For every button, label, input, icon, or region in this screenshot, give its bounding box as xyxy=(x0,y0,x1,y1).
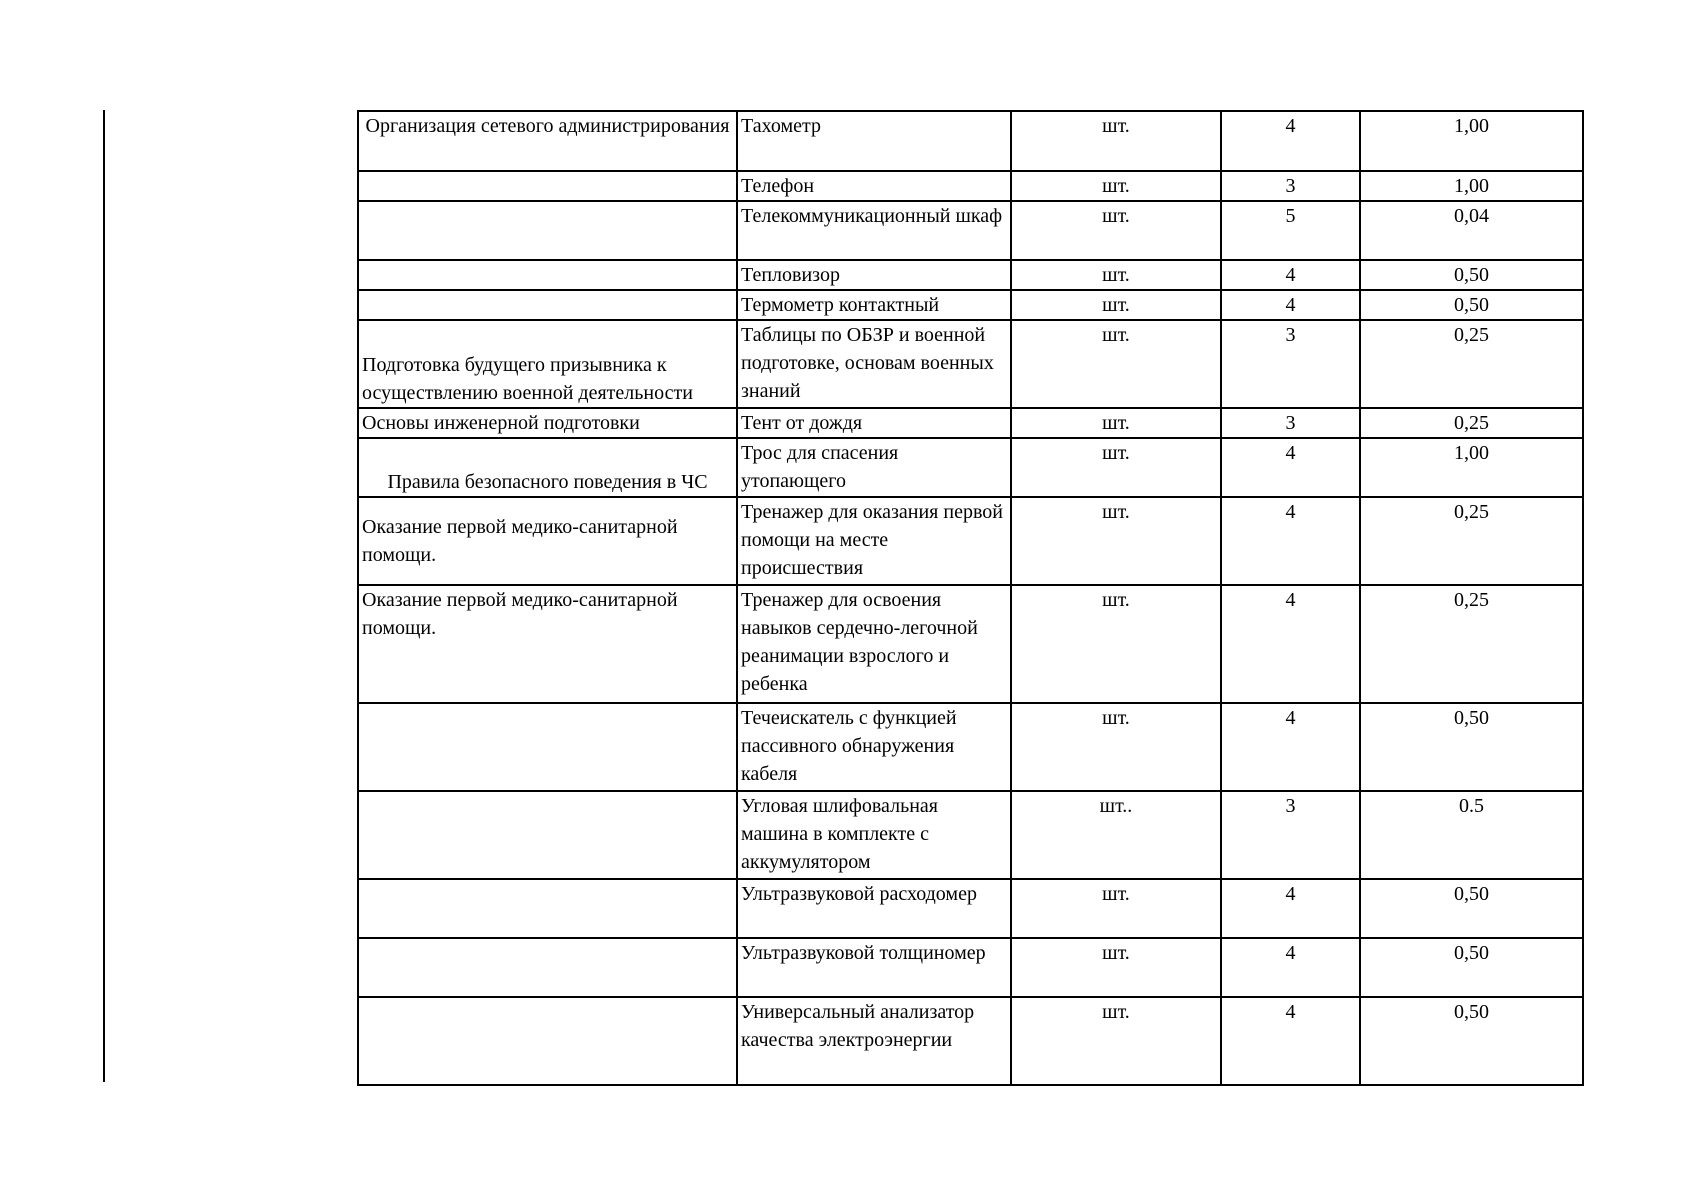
discipline-cell: Оказание первой медико-санитарной помощи. xyxy=(358,585,737,703)
norm-cell: 0,50 xyxy=(1360,703,1583,791)
norm-cell: 0,50 xyxy=(1360,260,1583,290)
unit-cell: шт. xyxy=(1011,438,1221,497)
unit-cell: шт. xyxy=(1011,320,1221,408)
page-margin-line xyxy=(103,110,105,1082)
quantity-cell: 4 xyxy=(1221,585,1360,703)
discipline-cell: Оказание первой медико-санитарной помощи. xyxy=(358,497,737,585)
unit-cell: шт. xyxy=(1011,290,1221,320)
discipline-cell xyxy=(358,879,737,938)
quantity-cell: 3 xyxy=(1221,320,1360,408)
item-name-cell: Тренажер для освоения навыков сердечно-легочной реанимации взрослого и ребенка xyxy=(737,585,1011,703)
table-row xyxy=(358,320,1583,408)
equipment-table xyxy=(357,110,1584,1086)
norm-cell: 0,50 xyxy=(1360,290,1583,320)
unit-cell: шт. xyxy=(1011,408,1221,438)
unit-cell: шт. xyxy=(1011,260,1221,290)
quantity-cell: 4 xyxy=(1221,879,1360,938)
quantity-cell: 3 xyxy=(1221,171,1360,201)
table-row xyxy=(358,171,1583,201)
norm-cell: 0,25 xyxy=(1360,497,1583,585)
discipline-cell xyxy=(358,290,737,320)
table-row xyxy=(358,290,1583,320)
table-row xyxy=(358,703,1583,791)
item-name-cell: Тахометр xyxy=(737,111,1011,171)
unit-cell: шт. xyxy=(1011,997,1221,1085)
discipline-cell: Основы инженерной подготовки xyxy=(358,408,737,438)
item-name-cell: Телефон xyxy=(737,171,1011,201)
item-name-cell: Тепловизор xyxy=(737,260,1011,290)
norm-cell: 0.5 xyxy=(1360,791,1583,879)
quantity-cell: 4 xyxy=(1221,938,1360,997)
table-row xyxy=(358,438,1583,497)
quantity-cell: 3 xyxy=(1221,408,1360,438)
norm-cell: 1,00 xyxy=(1360,171,1583,201)
table-row xyxy=(358,408,1583,438)
discipline-cell xyxy=(358,997,737,1085)
discipline-cell xyxy=(358,703,737,791)
table-row xyxy=(358,879,1583,938)
norm-cell: 0,25 xyxy=(1360,408,1583,438)
unit-cell: шт. xyxy=(1011,703,1221,791)
unit-cell: шт.. xyxy=(1011,791,1221,879)
item-name-cell: Течеискатель с функцией пассивного обнаружения кабеля xyxy=(737,703,1011,791)
item-name-cell: Угловая шлифовальная машина в комплекте с аккумулятором xyxy=(737,791,1011,879)
item-name-cell: Ультразвуковой расходомер xyxy=(737,879,1011,938)
quantity-cell: 4 xyxy=(1221,438,1360,497)
unit-cell: шт. xyxy=(1011,111,1221,171)
discipline-cell xyxy=(358,791,737,879)
table-row xyxy=(358,791,1583,879)
item-name-cell: Трос для спасения утопающего xyxy=(737,438,1011,497)
item-name-cell: Телекоммуникационный шкаф xyxy=(737,201,1011,260)
norm-cell: 0,50 xyxy=(1360,938,1583,997)
item-name-cell: Тент от дождя xyxy=(737,408,1011,438)
norm-cell: 0,25 xyxy=(1360,585,1583,703)
norm-cell: 0,50 xyxy=(1360,879,1583,938)
quantity-cell: 4 xyxy=(1221,111,1360,171)
table-row xyxy=(358,201,1583,260)
item-name-cell: Ультразвуковой толщиномер xyxy=(737,938,1011,997)
table-row xyxy=(358,111,1583,171)
table-row xyxy=(358,585,1583,703)
discipline-cell xyxy=(358,201,737,260)
item-name-cell: Таблицы по ОБЗР и военной подготовке, основам военных знаний xyxy=(737,320,1011,408)
table-row xyxy=(358,497,1583,585)
quantity-cell: 4 xyxy=(1221,290,1360,320)
item-name-cell: Термометр контактный xyxy=(737,290,1011,320)
item-name-cell: Тренажер для оказания первой помощи на месте происшествия xyxy=(737,497,1011,585)
discipline-cell: Подготовка будущего призывника к осуществлению военной деятельности xyxy=(358,320,737,408)
discipline-cell xyxy=(358,171,737,201)
unit-cell: шт. xyxy=(1011,171,1221,201)
table-row xyxy=(358,938,1583,997)
quantity-cell: 4 xyxy=(1221,497,1360,585)
discipline-cell xyxy=(358,938,737,997)
norm-cell: 0,50 xyxy=(1360,997,1583,1085)
quantity-cell: 4 xyxy=(1221,997,1360,1085)
quantity-cell: 4 xyxy=(1221,260,1360,290)
table-row xyxy=(358,997,1583,1085)
norm-cell: 0,25 xyxy=(1360,320,1583,408)
quantity-cell: 4 xyxy=(1221,703,1360,791)
unit-cell: шт. xyxy=(1011,201,1221,260)
discipline-cell: Организация сетевого администрирования xyxy=(358,111,737,171)
quantity-cell: 3 xyxy=(1221,791,1360,879)
discipline-cell: Правила безопасного поведения в ЧС xyxy=(358,438,737,497)
norm-cell: 1,00 xyxy=(1360,438,1583,497)
table-row xyxy=(358,260,1583,290)
item-name-cell: Универсальный анализатор качества электроэнергии xyxy=(737,997,1011,1085)
quantity-cell: 5 xyxy=(1221,201,1360,260)
unit-cell: шт. xyxy=(1011,497,1221,585)
norm-cell: 0,04 xyxy=(1360,201,1583,260)
unit-cell: шт. xyxy=(1011,585,1221,703)
unit-cell: шт. xyxy=(1011,879,1221,938)
discipline-cell xyxy=(358,260,737,290)
norm-cell: 1,00 xyxy=(1360,111,1583,171)
unit-cell: шт. xyxy=(1011,938,1221,997)
